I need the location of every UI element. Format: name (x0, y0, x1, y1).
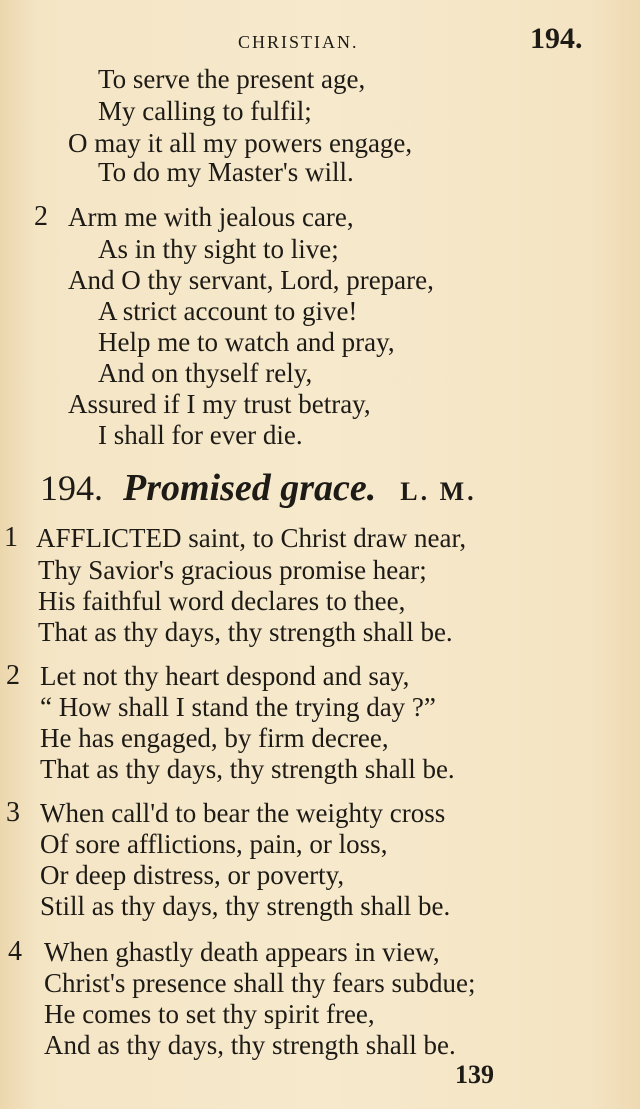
stanza-number: 1 (4, 522, 18, 553)
verse-line: And as thy days, thy strength shall be. (44, 1030, 456, 1060)
stanza-number: 2 (6, 660, 20, 691)
verse-line: As in thy sight to live; (98, 234, 339, 264)
verse-line: He comes to set thy spirit free, (44, 999, 375, 1029)
verse-line: Christ's presence shall thy fears subdue; (44, 968, 476, 998)
hymn-title (40, 466, 477, 510)
page-number: 139 (455, 1060, 494, 1089)
verse-line: Assured if I my trust betray, (68, 389, 371, 419)
running-head: CHRISTIAN. (238, 32, 359, 52)
hymn-meter: L. M. (400, 477, 477, 506)
verse-line: Arm me with jealous care, (68, 202, 354, 232)
stanza-number: 3 (6, 797, 20, 828)
verse-line: And O thy servant, Lord, prepare, (68, 265, 434, 295)
verse-line: When call'd to bear the weighty cross (40, 798, 446, 828)
verse-line: And on thyself rely, (98, 358, 313, 388)
hymn-number-top: 194. (530, 22, 583, 55)
verse-line: Thy Savior's gracious promise hear; (38, 555, 427, 585)
verse-line: A strict account to give! (98, 296, 358, 326)
verse-line: My calling to fulfil; (98, 96, 312, 126)
verse-line: I shall for ever die. (98, 420, 303, 450)
verse-line: That as thy days, thy strength shall be. (40, 754, 455, 784)
verse-line: Or deep distress, or poverty, (40, 860, 345, 890)
page-header (0, 22, 640, 58)
verse-line: To do my Master's will. (98, 157, 354, 187)
hymn-name: Promised grace. (123, 467, 377, 509)
verse-line: When ghastly death appears in view, (44, 937, 440, 967)
verse-line: That as thy days, thy strength shall be. (38, 617, 453, 647)
verse-line: He has engaged, by firm decree, (40, 723, 389, 753)
verse-line: “ How shall I stand the trying day ?” (40, 692, 436, 722)
verse-line: To serve the present age, (98, 64, 366, 94)
verse-line: Help me to watch and pray, (98, 327, 395, 357)
verse-line: His faithful word declares to thee, (38, 586, 406, 616)
verse-line: Of sore afflictions, pain, or loss, (40, 829, 388, 859)
verse-line: O may it all my powers engage, (68, 128, 413, 158)
verse-line: AFFLICTED saint, to Christ draw near, (36, 523, 467, 553)
stanza-number: 4 (8, 936, 22, 967)
hymn-number: 194. (40, 468, 103, 508)
verse-line: Let not thy heart despond and say, (40, 661, 410, 691)
stanza-number: 2 (34, 201, 48, 232)
verse-line: Still as thy days, thy strength shall be. (40, 891, 451, 921)
